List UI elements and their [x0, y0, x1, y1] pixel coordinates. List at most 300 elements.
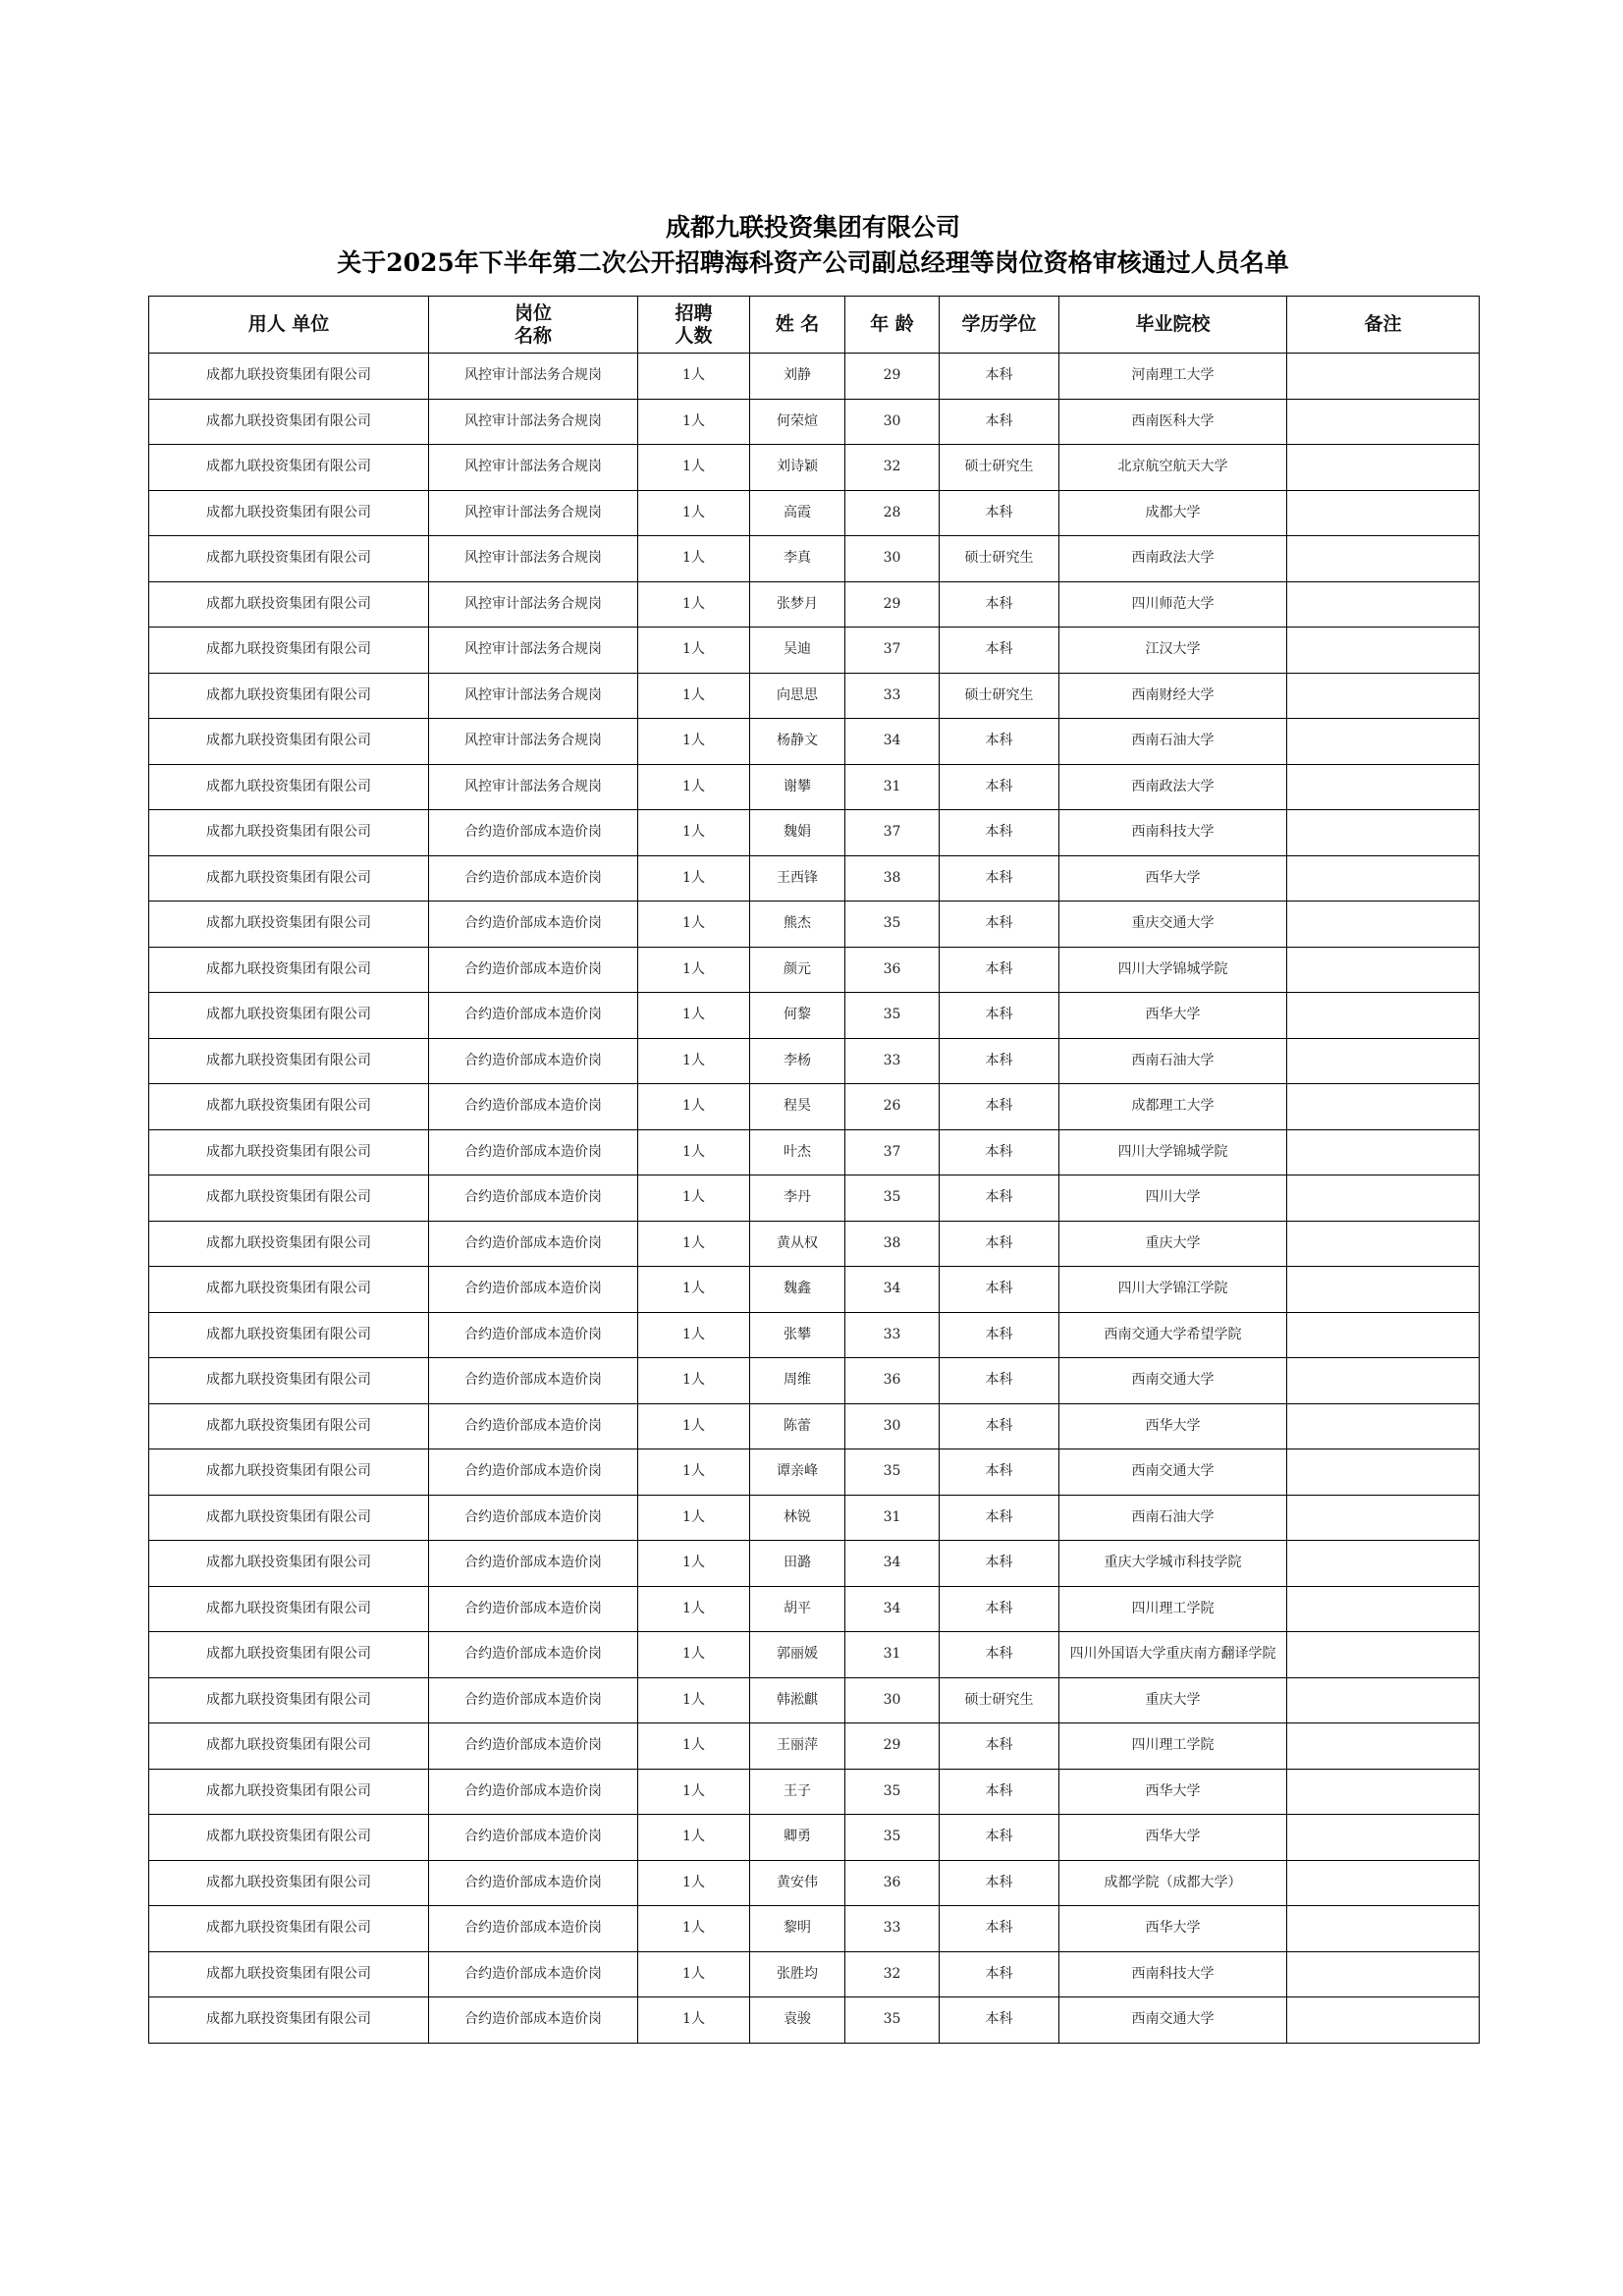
cell-position: 合约造价部成本造价岗 [429, 1267, 638, 1313]
cell-unit: 成都九联投资集团有限公司 [149, 1723, 429, 1770]
cell-name: 张梦月 [750, 581, 845, 628]
cell-name: 周维 [750, 1358, 845, 1404]
cell-count: 1人 [638, 1632, 750, 1678]
table-row [149, 993, 1480, 1039]
cell-education: 本科 [940, 1175, 1059, 1222]
header-unit: 用人 单位 [149, 297, 429, 354]
cell-remark [1287, 1723, 1480, 1770]
header-count [638, 297, 750, 354]
cell-school: 重庆大学城市科技学院 [1059, 1541, 1287, 1587]
header-education: 学历学位 [940, 297, 1059, 354]
table-row [149, 1723, 1480, 1770]
table-row [149, 1312, 1480, 1358]
table-row [149, 536, 1480, 582]
cell-position: 合约造价部成本造价岗 [429, 947, 638, 993]
table-row [149, 1358, 1480, 1404]
cell-education: 本科 [940, 1997, 1059, 2044]
cell-remark [1287, 1038, 1480, 1084]
cell-school: 河南理工大学 [1059, 354, 1287, 400]
cell-position: 合约造价部成本造价岗 [429, 1449, 638, 1496]
cell-count: 1人 [638, 490, 750, 536]
cell-remark [1287, 1951, 1480, 1997]
cell-school: 四川理工学院 [1059, 1723, 1287, 1770]
cell-education: 本科 [940, 1906, 1059, 1952]
cell-unit: 成都九联投资集团有限公司 [149, 764, 429, 810]
cell-count: 1人 [638, 1267, 750, 1313]
cell-position: 风控审计部法务合规岗 [429, 536, 638, 582]
cell-name: 陈蕾 [750, 1403, 845, 1449]
cell-remark [1287, 673, 1480, 719]
cell-position: 合约造价部成本造价岗 [429, 1632, 638, 1678]
cell-age: 38 [845, 855, 940, 902]
cell-age: 32 [845, 445, 940, 491]
cell-school: 西南交通大学 [1059, 1997, 1287, 2044]
cell-unit: 成都九联投资集团有限公司 [149, 354, 429, 400]
cell-name: 向思思 [750, 673, 845, 719]
cell-school: 四川大学 [1059, 1175, 1287, 1222]
cell-age: 35 [845, 1997, 940, 2044]
table-row [149, 1951, 1480, 1997]
table-row [149, 855, 1480, 902]
table-row [149, 1221, 1480, 1267]
cell-count: 1人 [638, 536, 750, 582]
cell-age: 33 [845, 1312, 940, 1358]
candidate-table [148, 296, 1480, 2044]
cell-age: 30 [845, 399, 940, 445]
cell-name: 何黎 [750, 993, 845, 1039]
cell-school: 西南石油大学 [1059, 719, 1287, 765]
cell-name: 李杨 [750, 1038, 845, 1084]
cell-education: 本科 [940, 1038, 1059, 1084]
cell-unit: 成都九联投资集团有限公司 [149, 1906, 429, 1952]
cell-unit: 成都九联投资集团有限公司 [149, 1951, 429, 1997]
header-count-top: 招聘 [675, 301, 713, 324]
cell-remark [1287, 855, 1480, 902]
cell-age: 33 [845, 1038, 940, 1084]
cell-unit: 成都九联投资集团有限公司 [149, 1997, 429, 2044]
cell-remark [1287, 1906, 1480, 1952]
title-line-1: 成都九联投资集团有限公司 [665, 213, 960, 242]
cell-unit: 成都九联投资集团有限公司 [149, 490, 429, 536]
cell-school: 西南科技大学 [1059, 810, 1287, 856]
cell-remark [1287, 1129, 1480, 1175]
cell-remark [1287, 1860, 1480, 1906]
cell-education: 本科 [940, 628, 1059, 674]
cell-education: 硕士研究生 [940, 1677, 1059, 1723]
cell-name: 魏娟 [750, 810, 845, 856]
cell-position: 合约造价部成本造价岗 [429, 855, 638, 902]
cell-age: 37 [845, 810, 940, 856]
cell-unit: 成都九联投资集团有限公司 [149, 1084, 429, 1130]
cell-school: 四川大学锦城学院 [1059, 947, 1287, 993]
cell-position: 风控审计部法务合规岗 [429, 673, 638, 719]
cell-position: 合约造价部成本造价岗 [429, 1495, 638, 1541]
cell-age: 26 [845, 1084, 940, 1130]
cell-count: 1人 [638, 1769, 750, 1815]
cell-position: 风控审计部法务合规岗 [429, 354, 638, 400]
table-row [149, 810, 1480, 856]
table-body [149, 354, 1480, 2044]
cell-position: 合约造价部成本造价岗 [429, 993, 638, 1039]
cell-age: 30 [845, 536, 940, 582]
cell-education: 本科 [940, 719, 1059, 765]
cell-education: 本科 [940, 1129, 1059, 1175]
cell-remark [1287, 993, 1480, 1039]
cell-age: 31 [845, 1495, 940, 1541]
cell-unit: 成都九联投资集团有限公司 [149, 536, 429, 582]
header-position-bottom: 名称 [514, 324, 552, 347]
cell-age: 29 [845, 581, 940, 628]
cell-remark [1287, 1495, 1480, 1541]
cell-remark [1287, 490, 1480, 536]
cell-age: 32 [845, 1951, 940, 1997]
cell-education: 本科 [940, 993, 1059, 1039]
cell-age: 37 [845, 628, 940, 674]
cell-school: 西华大学 [1059, 855, 1287, 902]
cell-unit: 成都九联投资集团有限公司 [149, 1541, 429, 1587]
cell-position: 合约造价部成本造价岗 [429, 1906, 638, 1952]
cell-education: 本科 [940, 490, 1059, 536]
cell-age: 36 [845, 1860, 940, 1906]
cell-name: 高霞 [750, 490, 845, 536]
cell-position: 风控审计部法务合规岗 [429, 764, 638, 810]
cell-remark [1287, 628, 1480, 674]
cell-unit: 成都九联投资集团有限公司 [149, 673, 429, 719]
table-row [149, 1586, 1480, 1632]
cell-name: 熊杰 [750, 902, 845, 948]
cell-education: 本科 [940, 1541, 1059, 1587]
cell-education: 本科 [940, 354, 1059, 400]
cell-position: 合约造价部成本造价岗 [429, 1129, 638, 1175]
table-row [149, 1129, 1480, 1175]
cell-school: 成都理工大学 [1059, 1084, 1287, 1130]
cell-school: 四川师范大学 [1059, 581, 1287, 628]
cell-age: 35 [845, 1769, 940, 1815]
cell-education: 本科 [940, 1586, 1059, 1632]
cell-count: 1人 [638, 581, 750, 628]
cell-remark [1287, 1997, 1480, 2044]
cell-count: 1人 [638, 445, 750, 491]
table-row [149, 1906, 1480, 1952]
cell-unit: 成都九联投资集团有限公司 [149, 628, 429, 674]
cell-unit: 成都九联投资集团有限公司 [149, 1358, 429, 1404]
header-name: 姓 名 [750, 297, 845, 354]
cell-age: 38 [845, 1221, 940, 1267]
table-row [149, 1997, 1480, 2044]
cell-remark [1287, 810, 1480, 856]
cell-position: 合约造价部成本造价岗 [429, 1403, 638, 1449]
cell-name: 王西锋 [750, 855, 845, 902]
header-position [429, 297, 638, 354]
cell-position: 合约造价部成本造价岗 [429, 1997, 638, 2044]
cell-name: 黄安伟 [750, 1860, 845, 1906]
cell-remark [1287, 764, 1480, 810]
cell-position: 合约造价部成本造价岗 [429, 1951, 638, 1997]
table-row [149, 490, 1480, 536]
cell-unit: 成都九联投资集团有限公司 [149, 1403, 429, 1449]
cell-school: 西南医科大学 [1059, 399, 1287, 445]
cell-remark [1287, 1358, 1480, 1404]
cell-name: 吴迪 [750, 628, 845, 674]
cell-education: 本科 [940, 1951, 1059, 1997]
cell-age: 34 [845, 1541, 940, 1587]
table-row [149, 354, 1480, 400]
cell-education: 本科 [940, 947, 1059, 993]
cell-count: 1人 [638, 1906, 750, 1952]
table-row [149, 581, 1480, 628]
table-row [149, 902, 1480, 948]
cell-position: 合约造价部成本造价岗 [429, 1723, 638, 1770]
cell-remark [1287, 1403, 1480, 1449]
cell-name: 何荣煊 [750, 399, 845, 445]
cell-remark [1287, 902, 1480, 948]
cell-education: 本科 [940, 581, 1059, 628]
table-row [149, 1267, 1480, 1313]
cell-name: 张胜均 [750, 1951, 845, 1997]
table-row [149, 673, 1480, 719]
cell-count: 1人 [638, 1541, 750, 1587]
cell-age: 35 [845, 993, 940, 1039]
cell-name: 王丽萍 [750, 1723, 845, 1770]
cell-unit: 成都九联投资集团有限公司 [149, 947, 429, 993]
table-row [149, 947, 1480, 993]
table-row [149, 1449, 1480, 1496]
header-position-top: 岗位 [514, 301, 552, 324]
cell-remark [1287, 1449, 1480, 1496]
cell-education: 本科 [940, 764, 1059, 810]
cell-school: 西南石油大学 [1059, 1495, 1287, 1541]
cell-school: 成都学院（成都大学） [1059, 1860, 1287, 1906]
table-row [149, 1084, 1480, 1130]
cell-education: 本科 [940, 1723, 1059, 1770]
cell-unit: 成都九联投资集团有限公司 [149, 1860, 429, 1906]
cell-unit: 成都九联投资集团有限公司 [149, 810, 429, 856]
cell-count: 1人 [638, 354, 750, 400]
cell-education: 硕士研究生 [940, 673, 1059, 719]
cell-school: 四川大学锦江学院 [1059, 1267, 1287, 1313]
cell-position: 合约造价部成本造价岗 [429, 1677, 638, 1723]
cell-education: 硕士研究生 [940, 536, 1059, 582]
cell-name: 袁骏 [750, 1997, 845, 2044]
cell-count: 1人 [638, 1403, 750, 1449]
cell-position: 风控审计部法务合规岗 [429, 490, 638, 536]
table-row [149, 1632, 1480, 1678]
cell-name: 杨静文 [750, 719, 845, 765]
cell-school: 西南交通大学 [1059, 1449, 1287, 1496]
table-row [149, 445, 1480, 491]
cell-education: 本科 [940, 1495, 1059, 1541]
cell-remark [1287, 399, 1480, 445]
cell-position: 合约造价部成本造价岗 [429, 1586, 638, 1632]
cell-education: 本科 [940, 1084, 1059, 1130]
cell-unit: 成都九联投资集团有限公司 [149, 1677, 429, 1723]
cell-position: 合约造价部成本造价岗 [429, 1815, 638, 1861]
cell-education: 本科 [940, 1267, 1059, 1313]
cell-remark [1287, 1084, 1480, 1130]
cell-name: 黄从权 [750, 1221, 845, 1267]
cell-unit: 成都九联投资集团有限公司 [149, 1129, 429, 1175]
cell-name: 郭丽媛 [750, 1632, 845, 1678]
cell-school: 四川外国语大学重庆南方翻译学院 [1059, 1632, 1287, 1678]
cell-name: 韩淞麒 [750, 1677, 845, 1723]
cell-count: 1人 [638, 673, 750, 719]
cell-position: 合约造价部成本造价岗 [429, 1221, 638, 1267]
cell-school: 西南财经大学 [1059, 673, 1287, 719]
cell-school: 四川大学锦城学院 [1059, 1129, 1287, 1175]
table-row [149, 1815, 1480, 1861]
cell-name: 黎明 [750, 1906, 845, 1952]
cell-school: 西南交通大学希望学院 [1059, 1312, 1287, 1358]
cell-position: 风控审计部法务合规岗 [429, 399, 638, 445]
cell-education: 本科 [940, 1358, 1059, 1404]
cell-remark [1287, 581, 1480, 628]
cell-count: 1人 [638, 947, 750, 993]
cell-unit: 成都九联投资集团有限公司 [149, 1221, 429, 1267]
cell-count: 1人 [638, 1175, 750, 1222]
cell-education: 本科 [940, 902, 1059, 948]
cell-age: 35 [845, 1815, 940, 1861]
table-row [149, 399, 1480, 445]
cell-school: 西华大学 [1059, 1769, 1287, 1815]
cell-remark [1287, 1677, 1480, 1723]
cell-education: 本科 [940, 1860, 1059, 1906]
cell-age: 35 [845, 1175, 940, 1222]
cell-name: 李丹 [750, 1175, 845, 1222]
cell-count: 1人 [638, 1815, 750, 1861]
table-row [149, 1403, 1480, 1449]
cell-unit: 成都九联投资集团有限公司 [149, 1038, 429, 1084]
cell-remark [1287, 1586, 1480, 1632]
table-row [149, 1175, 1480, 1222]
cell-unit: 成都九联投资集团有限公司 [149, 1495, 429, 1541]
cell-name: 颜元 [750, 947, 845, 993]
table-row [149, 1541, 1480, 1587]
cell-name: 林锐 [750, 1495, 845, 1541]
cell-position: 合约造价部成本造价岗 [429, 902, 638, 948]
cell-count: 1人 [638, 855, 750, 902]
cell-unit: 成都九联投资集团有限公司 [149, 719, 429, 765]
cell-school: 西南科技大学 [1059, 1951, 1287, 1997]
cell-position: 风控审计部法务合规岗 [429, 445, 638, 491]
cell-position: 合约造价部成本造价岗 [429, 1312, 638, 1358]
cell-unit: 成都九联投资集团有限公司 [149, 1267, 429, 1313]
cell-age: 34 [845, 1586, 940, 1632]
cell-school: 北京航空航天大学 [1059, 445, 1287, 491]
cell-remark [1287, 354, 1480, 400]
cell-age: 29 [845, 354, 940, 400]
cell-name: 叶杰 [750, 1129, 845, 1175]
cell-unit: 成都九联投资集团有限公司 [149, 445, 429, 491]
cell-age: 30 [845, 1677, 940, 1723]
cell-education: 本科 [940, 1815, 1059, 1861]
cell-count: 1人 [638, 399, 750, 445]
cell-remark [1287, 1541, 1480, 1587]
cell-position: 风控审计部法务合规岗 [429, 719, 638, 765]
cell-age: 33 [845, 673, 940, 719]
cell-name: 程昊 [750, 1084, 845, 1130]
table-row [149, 1860, 1480, 1906]
cell-education: 本科 [940, 1221, 1059, 1267]
cell-name: 张攀 [750, 1312, 845, 1358]
cell-name: 刘静 [750, 354, 845, 400]
cell-unit: 成都九联投资集团有限公司 [149, 993, 429, 1039]
cell-count: 1人 [638, 1312, 750, 1358]
cell-unit: 成都九联投资集团有限公司 [149, 902, 429, 948]
cell-school: 西南政法大学 [1059, 536, 1287, 582]
cell-remark [1287, 1312, 1480, 1358]
cell-position: 合约造价部成本造价岗 [429, 810, 638, 856]
document-title [147, 210, 1479, 281]
cell-count: 1人 [638, 1997, 750, 2044]
cell-position: 合约造价部成本造价岗 [429, 1769, 638, 1815]
cell-remark [1287, 1175, 1480, 1222]
cell-school: 西南政法大学 [1059, 764, 1287, 810]
cell-education: 本科 [940, 810, 1059, 856]
cell-remark [1287, 445, 1480, 491]
cell-age: 35 [845, 902, 940, 948]
table-header-row [149, 297, 1480, 354]
table-row [149, 1495, 1480, 1541]
cell-school: 成都大学 [1059, 490, 1287, 536]
cell-remark [1287, 719, 1480, 765]
cell-name: 李真 [750, 536, 845, 582]
cell-unit: 成都九联投资集团有限公司 [149, 1769, 429, 1815]
cell-age: 28 [845, 490, 940, 536]
cell-position: 风控审计部法务合规岗 [429, 581, 638, 628]
cell-remark [1287, 1769, 1480, 1815]
cell-remark [1287, 947, 1480, 993]
cell-unit: 成都九联投资集团有限公司 [149, 1449, 429, 1496]
header-age: 年 龄 [845, 297, 940, 354]
cell-name: 谭亲峰 [750, 1449, 845, 1496]
cell-education: 本科 [940, 1449, 1059, 1496]
cell-unit: 成都九联投资集团有限公司 [149, 1312, 429, 1358]
cell-remark [1287, 1632, 1480, 1678]
table-row [149, 628, 1480, 674]
cell-count: 1人 [638, 1586, 750, 1632]
cell-position: 合约造价部成本造价岗 [429, 1084, 638, 1130]
cell-school: 重庆大学 [1059, 1677, 1287, 1723]
table-row [149, 1677, 1480, 1723]
cell-count: 1人 [638, 810, 750, 856]
cell-count: 1人 [638, 1358, 750, 1404]
cell-count: 1人 [638, 719, 750, 765]
header-count-bottom: 人数 [675, 324, 713, 347]
cell-school: 重庆大学 [1059, 1221, 1287, 1267]
cell-unit: 成都九联投资集团有限公司 [149, 1586, 429, 1632]
title-line-2: 关于2025年下半年第二次公开招聘海科资产公司副总经理等岗位资格审核通过人员名单 [337, 248, 1289, 277]
cell-school: 重庆交通大学 [1059, 902, 1287, 948]
cell-count: 1人 [638, 993, 750, 1039]
cell-count: 1人 [638, 1677, 750, 1723]
cell-education: 本科 [940, 1632, 1059, 1678]
cell-count: 1人 [638, 1038, 750, 1084]
cell-age: 37 [845, 1129, 940, 1175]
table-row [149, 764, 1480, 810]
cell-education: 本科 [940, 855, 1059, 902]
cell-remark [1287, 1267, 1480, 1313]
cell-count: 1人 [638, 1951, 750, 1997]
table-row [149, 1038, 1480, 1084]
cell-age: 30 [845, 1403, 940, 1449]
cell-name: 魏鑫 [750, 1267, 845, 1313]
cell-age: 34 [845, 1267, 940, 1313]
cell-name: 王子 [750, 1769, 845, 1815]
cell-position: 合约造价部成本造价岗 [429, 1175, 638, 1222]
cell-name: 刘诗颖 [750, 445, 845, 491]
cell-school: 江汉大学 [1059, 628, 1287, 674]
cell-school: 西华大学 [1059, 1906, 1287, 1952]
